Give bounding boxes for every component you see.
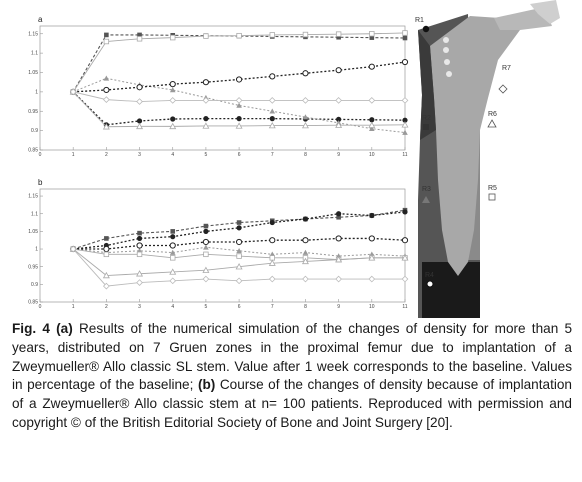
data-point-r2 <box>270 220 275 225</box>
data-point-r7 <box>269 98 275 104</box>
data-point-r4 <box>336 236 341 241</box>
data-point-r7 <box>336 276 342 282</box>
chart-panel-a <box>28 15 408 158</box>
data-point-r4 <box>236 77 241 82</box>
data-point-r7 <box>303 276 309 282</box>
stem-hole <box>443 37 449 43</box>
data-point-r2 <box>236 225 241 230</box>
y-tick-label: 1.05 <box>28 228 38 235</box>
data-point-r5 <box>237 33 242 38</box>
data-point-r4 <box>203 239 208 244</box>
data-point-r2 <box>170 234 175 239</box>
x-tick-label: 11 <box>402 304 408 310</box>
panel-label: a <box>38 15 43 24</box>
zone-marker-r1 <box>423 26 429 32</box>
x-tick-label: 8 <box>304 304 307 310</box>
zone-label-r6: R6 <box>488 111 497 118</box>
data-point-r5 <box>270 33 275 38</box>
data-point-r3 <box>303 250 309 255</box>
x-tick-label: 1 <box>71 304 75 310</box>
data-point-r7 <box>137 99 143 105</box>
zone-marker-r7 <box>499 85 507 93</box>
x-tick-label: 1 <box>71 152 75 158</box>
data-point-r1 <box>104 236 109 241</box>
y-tick-label: 1.1 <box>31 50 38 57</box>
x-tick-label: 5 <box>204 304 208 310</box>
x-tick-label: 4 <box>171 304 175 310</box>
data-point-r4 <box>137 243 142 248</box>
y-tick-label: 1 <box>35 89 38 96</box>
data-point-r4 <box>170 82 175 87</box>
x-tick-label: 9 <box>337 304 341 310</box>
data-point-r5 <box>237 254 242 259</box>
data-point-r2 <box>203 229 208 234</box>
caption-b-label: (b) <box>197 377 216 393</box>
data-point-r2 <box>336 211 341 216</box>
zone-label-r5: R5 <box>488 185 497 192</box>
data-point-r7 <box>303 98 309 104</box>
data-point-r5 <box>104 252 109 257</box>
femur-distal-region <box>422 262 480 318</box>
zone-marker-r4 <box>427 281 433 287</box>
data-point-r4 <box>104 246 109 251</box>
data-point-r4 <box>203 80 208 85</box>
x-tick-label: 10 <box>369 152 375 158</box>
x-tick-label: 7 <box>270 152 274 158</box>
data-point-r1 <box>204 224 209 229</box>
data-point-r2 <box>170 116 175 121</box>
data-point-r7 <box>203 276 209 282</box>
y-tick-label: 1.15 <box>28 193 38 200</box>
zone-label-r7: R7 <box>502 65 511 72</box>
x-tick-label: 4 <box>171 152 175 158</box>
stem-hole <box>444 59 450 65</box>
data-point-r2 <box>270 116 275 121</box>
series-line-r5 <box>73 33 405 92</box>
data-point-r5 <box>170 35 175 40</box>
data-point-r2 <box>236 116 241 121</box>
x-tick-label: 2 <box>104 152 108 158</box>
data-point-r4 <box>336 68 341 73</box>
data-point-r3 <box>104 76 110 81</box>
y-tick-label: 1.1 <box>31 211 38 218</box>
data-point-r4 <box>402 238 407 243</box>
data-point-r4 <box>137 85 142 90</box>
data-point-r4 <box>270 74 275 79</box>
data-point-r5 <box>270 256 275 261</box>
data-point-r5 <box>303 32 308 37</box>
x-tick-label: 3 <box>138 304 141 310</box>
zone-label-r2: R2 <box>422 115 431 122</box>
caption-b-text: Course of the changes of density because of implantation of a Zweymueller® Allo classic stem at n= 100 patients. Reproduced with permission and copyright © of the British Editorial Society of Bone and Joint Surgery [20]. <box>12 377 572 430</box>
data-point-r4 <box>104 87 109 92</box>
panel-label: b <box>38 178 43 187</box>
x-tick-label: 6 <box>237 304 241 310</box>
data-point-r7 <box>236 98 242 104</box>
data-point-r7 <box>104 97 110 103</box>
data-point-r1 <box>403 36 408 41</box>
data-point-r3 <box>269 108 275 113</box>
chart-panel-b <box>28 178 408 310</box>
y-tick-label: 0.95 <box>28 108 38 115</box>
y-tick-label: 0.9 <box>31 281 38 288</box>
zone-label-r4: R4 <box>425 272 434 279</box>
data-point-r2 <box>203 116 208 121</box>
data-point-r5 <box>137 252 142 257</box>
data-point-r7 <box>137 280 143 286</box>
figure-caption <box>12 320 572 433</box>
zone-label-r3: R3 <box>422 186 431 193</box>
data-point-r5 <box>370 31 375 36</box>
x-tick-label: 5 <box>204 152 208 158</box>
data-point-r4 <box>303 238 308 243</box>
data-point-r7 <box>402 276 408 282</box>
x-tick-label: 0 <box>38 152 42 158</box>
zone-marker-r6 <box>488 120 496 127</box>
y-tick-label: 1 <box>35 246 38 253</box>
data-point-r7 <box>203 98 209 104</box>
x-tick-label: 2 <box>104 304 108 310</box>
caption-fig-label: Fig. 4 <box>12 321 50 336</box>
data-point-r4 <box>369 236 374 241</box>
y-tick-label: 0.95 <box>28 264 38 271</box>
data-point-r7 <box>369 276 375 282</box>
plot-frame <box>40 189 405 302</box>
data-point-r7 <box>170 278 176 284</box>
zone-marker-r5 <box>489 194 495 200</box>
data-point-r5 <box>170 256 175 261</box>
x-tick-label: 0 <box>38 304 42 310</box>
y-tick-label: 0.85 <box>28 147 38 154</box>
x-tick-label: 9 <box>337 152 341 158</box>
data-point-r7 <box>236 278 242 284</box>
data-point-r4 <box>303 71 308 76</box>
data-point-r1 <box>104 33 109 38</box>
data-point-r5 <box>104 39 109 44</box>
data-point-r7 <box>336 98 342 104</box>
x-tick-label: 10 <box>369 304 375 310</box>
data-point-r7 <box>402 98 408 104</box>
stem-hole <box>446 71 452 77</box>
data-point-r5 <box>204 252 209 257</box>
data-point-r4 <box>402 59 407 64</box>
plot-frame <box>40 26 405 150</box>
data-point-r5 <box>336 32 341 37</box>
y-tick-label: 1.05 <box>28 70 38 77</box>
y-tick-label: 1.15 <box>28 31 38 38</box>
data-point-r5 <box>204 34 209 39</box>
data-point-r5 <box>137 36 142 41</box>
zone-marker-r2 <box>423 124 429 130</box>
data-point-r4 <box>270 238 275 243</box>
series-line-r1 <box>73 35 405 92</box>
data-point-r1 <box>137 231 142 236</box>
x-tick-label: 7 <box>270 304 274 310</box>
data-point-r1 <box>170 229 175 234</box>
data-point-r2 <box>402 209 407 214</box>
x-tick-label: 8 <box>304 152 307 158</box>
data-point-r1 <box>237 220 242 225</box>
data-point-r3 <box>203 244 209 249</box>
zone-label-r1: R1 <box>415 17 424 24</box>
x-tick-label: 6 <box>237 152 241 158</box>
data-point-r4 <box>236 239 241 244</box>
x-tick-label: 11 <box>402 152 408 158</box>
x-tick-label: 3 <box>138 152 141 158</box>
data-point-r7 <box>369 98 375 104</box>
caption-a-label: (a) <box>56 321 73 336</box>
data-point-r2 <box>369 213 374 218</box>
data-point-r4 <box>369 64 374 69</box>
data-point-r5 <box>403 31 408 36</box>
data-point-r2 <box>137 236 142 241</box>
data-point-r7 <box>269 276 275 282</box>
y-tick-label: 0.85 <box>28 299 38 306</box>
stem-hole <box>443 47 449 53</box>
data-point-r7 <box>170 98 176 104</box>
femur-stem-illustration <box>415 0 560 318</box>
caption-a-text: Results of the numerical simulation of the changes of density for more than 5 years, distributed on 7 Gruen zones in the proximal femur due to implantation of a Zweymueller® Allo classic SL stem. Value after 1 week corresponds to the baseline. Values in percentage of the baseline; <box>12 321 573 393</box>
data-point-r4 <box>170 243 175 248</box>
y-tick-label: 0.9 <box>31 128 38 135</box>
data-point-r2 <box>303 216 308 221</box>
